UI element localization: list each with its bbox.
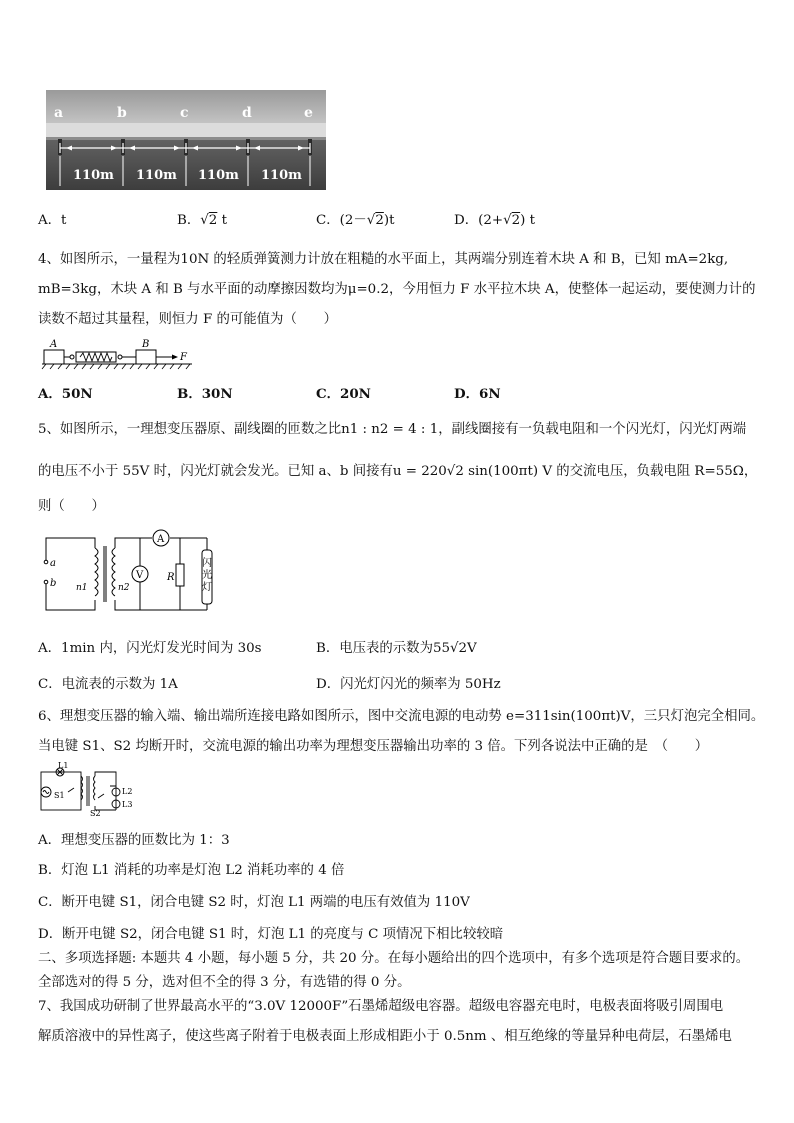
sqrt-operand: 2: [208, 213, 218, 228]
voltmeter-label: V: [136, 570, 144, 581]
q3-option-a: A．t: [38, 213, 67, 228]
point-label: a: [54, 105, 64, 121]
block-a-label: A: [50, 339, 58, 350]
terminal-b-label: b: [50, 578, 57, 589]
q5-option-c: C．电流表的示数为 1A: [38, 677, 178, 692]
point-label: d: [242, 105, 252, 121]
q5-option-a: A．1min 内，闪光灯发光时间为 30s: [38, 641, 262, 656]
distance-label: 110m: [136, 168, 177, 183]
sqrt-operand: 2: [375, 213, 384, 228]
q4-stem-line: mB=3kg，木块 A 和 B 与水平面的动摩擦因数均为μ=0.2，今用恒力 F 水平拉木块 A，使整体一起运动，要使测力计的: [38, 282, 756, 297]
q4-option-c: C．20N: [316, 386, 371, 402]
option-prefix: D．(2+: [454, 213, 504, 228]
flash-lamp-label: 闪光灯: [202, 558, 212, 593]
s2-label: S2: [90, 809, 101, 818]
q4-option-d: D．6N: [454, 386, 501, 402]
lamp-circuit-figure: [38, 762, 138, 822]
option-suffix: ) t: [520, 213, 536, 228]
option-prefix: C．(2－: [316, 213, 367, 228]
q5-option-b: B．电压表的示数为55√2V: [316, 641, 477, 656]
terminal-a-label: a: [50, 558, 56, 569]
q6-option-d: D．断开电键 S2，闭合电键 S1 时，灯泡 L1 的亮度与 C 项情况下相比较较暗: [38, 927, 504, 942]
force-label: F: [180, 352, 187, 363]
q5-stem-line: 的电压不小于 55V 时，闪光灯就会发光。已知 a、b 间接有u = 220√2 sin(100πt) V 的交流电压，负载电阻 R=55Ω，: [38, 464, 758, 479]
resistor-label: R: [167, 572, 175, 583]
section-heading: 全部选对的得 5 分，选对但不全的得 3 分，有选错的得 0 分。: [38, 975, 411, 990]
block-b-label: B: [142, 339, 150, 350]
option-suffix: t: [221, 213, 227, 228]
q6-option-b: B．灯泡 L1 消耗的功率是灯泡 L2 消耗功率的 4 倍: [38, 863, 345, 878]
q3-option-b: B．√2 t: [177, 213, 227, 228]
q6-stem-line: 当电键 S1、S2 均断开时，交流电源的输出功率为理想变压器输出功率的 3 倍。下列各说法中正确的是 （ ）: [38, 739, 709, 754]
q6-option-c: C．断开电键 S1，闭合电键 S2 时，灯泡 L1 两端的电压有效值为 110V: [38, 895, 470, 910]
l2-label: L2: [122, 787, 133, 796]
q7-stem-line: 解质溶液中的异性离子，使这些离子附着于电极表面上形成相距小于 0.5nm 、相互绝缘的等量异种电荷层，石墨烯电: [38, 1029, 732, 1044]
option-prefix: B．: [177, 213, 201, 228]
option-suffix: )t: [383, 213, 395, 228]
q4-option-b: B．30N: [177, 386, 233, 402]
bridge-photo: [46, 90, 326, 190]
s1-label: S1: [54, 791, 65, 800]
q5-stem-line: 5、如图所示，一理想变压器原、副线圈的匝数之比n1 : n2 = 4 : 1，副线圈接有一负载电阻和一个闪光灯，闪光灯两端: [38, 422, 747, 437]
q4-stem-line: 读数不超过其量程，则恒力 F 的可能值为（ ）: [38, 312, 338, 327]
point-label: e: [304, 105, 313, 121]
l3-label: L3: [122, 800, 133, 809]
ammeter-label: A: [157, 534, 165, 545]
q6-stem-line: 6、理想变压器的输入端、输出端所连接电路如图所示，图中交流电源的电动势 e=311sin(100πt)V，三只灯泡完全相同。: [38, 709, 765, 724]
distance-label: 110m: [198, 168, 239, 183]
q5-option-d: D．闪光灯闪光的频率为 50Hz: [316, 677, 501, 692]
q5-stem-line: 则（ ）: [38, 499, 105, 514]
n1-label: n1: [76, 583, 88, 593]
point-label: c: [180, 105, 189, 121]
point-label: b: [117, 105, 127, 121]
sqrt-operand: 2: [511, 213, 521, 228]
distance-label: 110m: [73, 168, 114, 183]
l1-label: L1: [58, 762, 69, 770]
q6-option-a: A．理想变压器的匝数比为 1：3: [38, 833, 230, 848]
spring-scale-figure: [40, 338, 200, 376]
q4-stem-line: 4、如图所示，一量程为10N 的轻质弹簧测力计放在粗糙的水平面上，其两端分别连着木块 A 和 B，已知 mA=2kg,: [38, 252, 729, 267]
distance-label: 110m: [261, 168, 302, 183]
q3-option-d: D．(2+√2) t: [454, 213, 536, 228]
n2-label: n2: [118, 583, 130, 593]
q4-option-a: A．50N: [38, 386, 93, 402]
transformer-circuit-figure: [40, 526, 220, 622]
section-heading: 二、多项选择题: 本题共 4 小题，每小题 5 分，共 20 分。在每小题给出的四个选项中，有多个选项是符合题目要求的。: [38, 951, 750, 966]
q3-option-c: C．(2－√2)t: [316, 213, 395, 228]
q7-stem-line: 7、我国成功研制了世界最高水平的“3.0V 12000F”石墨烯超级电容器。超级电容器充电时，电极表面将吸引周围电: [38, 999, 724, 1014]
